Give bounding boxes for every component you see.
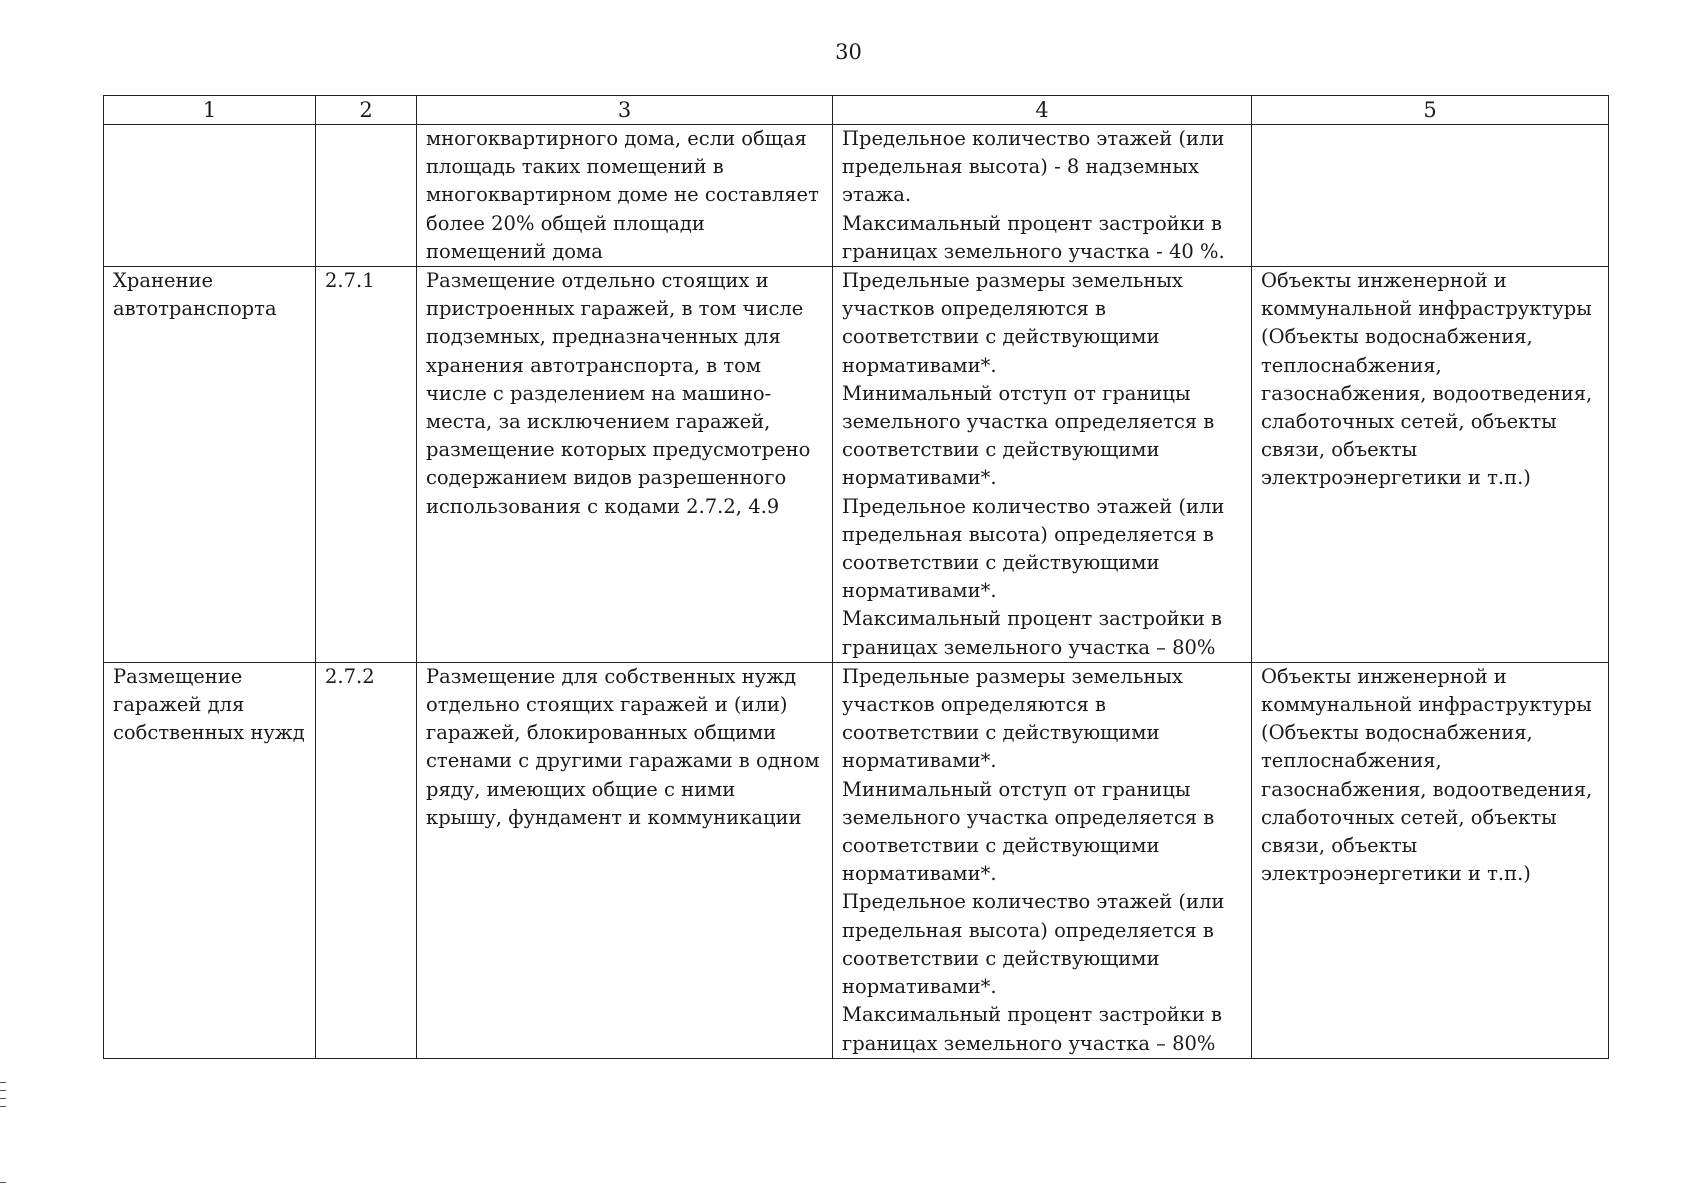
text-line: Предельное количество этажей (или [842,494,1225,518]
scan-margin-mark [0,1182,6,1183]
text-line: электроэнергетики и т.п.) [1261,862,1531,886]
text-line: Размещение гаражей для собственных нужд [113,664,305,745]
parameters-cell [833,125,1252,267]
text-line: Предельное количество этажей (или [842,890,1225,914]
text-line: Предельное количество этажей (или [842,127,1225,150]
text-line: Минимальный отступ от границы [842,777,1191,801]
text-line: Минимальный отступ от границы [842,381,1191,405]
column-header-3: 3 [417,96,833,125]
auxiliary-uses-cell [1252,125,1609,267]
description-cell [417,125,833,267]
page-number: 30 [835,40,862,64]
text-line: (Объекты водоснабжения, [1261,325,1533,349]
text-line: соответствии с действующими [842,834,1160,858]
text-line: границах земельного участка - 40 %. [842,239,1225,263]
text-line: нормативами*. [842,579,997,603]
text-line: (Объекты водоснабжения, [1261,721,1533,745]
text-line: ряду, имеющих общие с ними [426,777,736,801]
text-line: этажа. [842,183,912,207]
column-header-2: 2 [316,96,417,125]
text-line: Предельные размеры земельных [842,664,1183,688]
auxiliary-uses-cell [1252,267,1609,663]
text-line: Максимальный процент застройки в [842,607,1223,631]
text-line: подземных, предназначенных для [426,325,781,349]
text-line: коммунальной инфраструктуры [1261,693,1592,717]
text-line: хранения автотранспорта, в том [426,353,761,377]
text-line: пристроенных гаражей, в том числе [426,297,804,321]
text-line: электроэнергетики и т.п.) [1261,466,1531,490]
text-line: связи, объекты [1261,438,1418,462]
text-line: Размещение отдельно стоящих и [426,269,769,293]
table-row [104,125,1609,267]
text-line: Максимальный процент застройки в [842,1003,1223,1027]
text-line: Объекты инженерной и [1261,269,1507,293]
text-line: Максимальный процент застройки в [842,211,1223,235]
text-line: Объекты инженерной и [1261,664,1507,688]
scan-margin-mark [0,1098,6,1099]
text-line: нормативами*. [842,749,997,773]
use-code-cell: 2.7.2 [316,662,417,1058]
text-line: отдельно стоящих гаражей и (или) [426,693,788,717]
text-line: соответствии с действующими [842,438,1160,462]
use-name-cell [104,125,316,267]
text-line: границах земельного участка – 80% [842,1031,1216,1055]
text-line: участков определяются в [842,693,1106,717]
header-row [104,96,1609,125]
auxiliary-uses-cell [1252,662,1609,1058]
text-line: земельного участка определяется в [842,805,1215,829]
text-line: соответствии с действующими [842,551,1160,575]
parameters-cell [833,662,1252,1058]
text-line: теплоснабжения, [1261,353,1442,377]
text-line: места, за исключением гаражей, [426,410,771,434]
scan-margin-mark [0,1106,6,1107]
text-line: слаботочных сетей, объекты [1261,805,1557,829]
text-line: соответствии с действующими [842,721,1160,745]
text-line: предельная высота) - 8 надземных [842,155,1199,179]
column-header-4: 4 [833,96,1252,125]
text-line: более 20% общей площади [426,211,705,235]
table-row [104,267,1609,663]
text-line: числе с разделением на машино- [426,381,772,405]
text-line: многоквартирном доме не составляет [426,183,819,207]
column-header-1: 1 [104,96,316,125]
description-cell [417,267,833,663]
text-line: нормативами*. [842,353,997,377]
use-code-cell: 2.7.1 [316,267,417,663]
text-line: крышу, фундамент и коммуникации [426,805,802,829]
text-line: слаботочных сетей, объекты [1261,410,1557,434]
text-line: нормативами*. [842,862,997,886]
parameters-cell [833,267,1252,663]
scan-margin-mark [0,1082,6,1083]
text-line: размещение которых предусмотрено [426,438,811,462]
text-line: помещений дома [426,239,603,263]
text-line: Предельные размеры земельных [842,269,1183,293]
text-line: нормативами*. [842,975,997,999]
text-line: коммунальной инфраструктуры [1261,297,1592,321]
text-line: предельная высота) определяется в [842,918,1214,942]
description-cell [417,662,833,1058]
text-line: нормативами*. [842,466,997,490]
text-line: гаражей, блокированных общими [426,721,777,745]
text-line: Хранение автотранспорта [113,269,277,321]
text-line: теплоснабжения, [1261,749,1442,773]
text-line: Размещение для собственных нужд [426,664,797,688]
text-line: площадь таких помещений в [426,155,724,179]
text-line: многоквартирного дома, если общая [426,127,807,150]
zoning-table [103,95,1609,1059]
text-line: участков определяются в [842,297,1106,321]
text-line: содержанием видов разрешенного [426,466,787,490]
text-line: границах земельного участка – 80% [842,635,1216,659]
text-line: использования с кодами 2.7.2, 4.9 [426,494,780,518]
text-line: стенами с другими гаражами в одном [426,749,820,773]
text-line: соответствии с действующими [842,325,1160,349]
column-header-5: 5 [1252,96,1609,125]
text-line: предельная высота) определяется в [842,522,1214,546]
text-line: газоснабжения, водоотведения, [1261,381,1593,405]
scan-margin-mark [0,1090,6,1091]
text-line: связи, объекты [1261,834,1418,858]
use-code-cell [316,125,417,267]
text-line: газоснабжения, водоотведения, [1261,777,1593,801]
text-line: земельного участка определяется в [842,410,1215,434]
use-name-cell [104,662,316,1058]
text-line: соответствии с действующими [842,946,1160,970]
table-row [104,662,1609,1058]
use-name-cell [104,267,316,663]
